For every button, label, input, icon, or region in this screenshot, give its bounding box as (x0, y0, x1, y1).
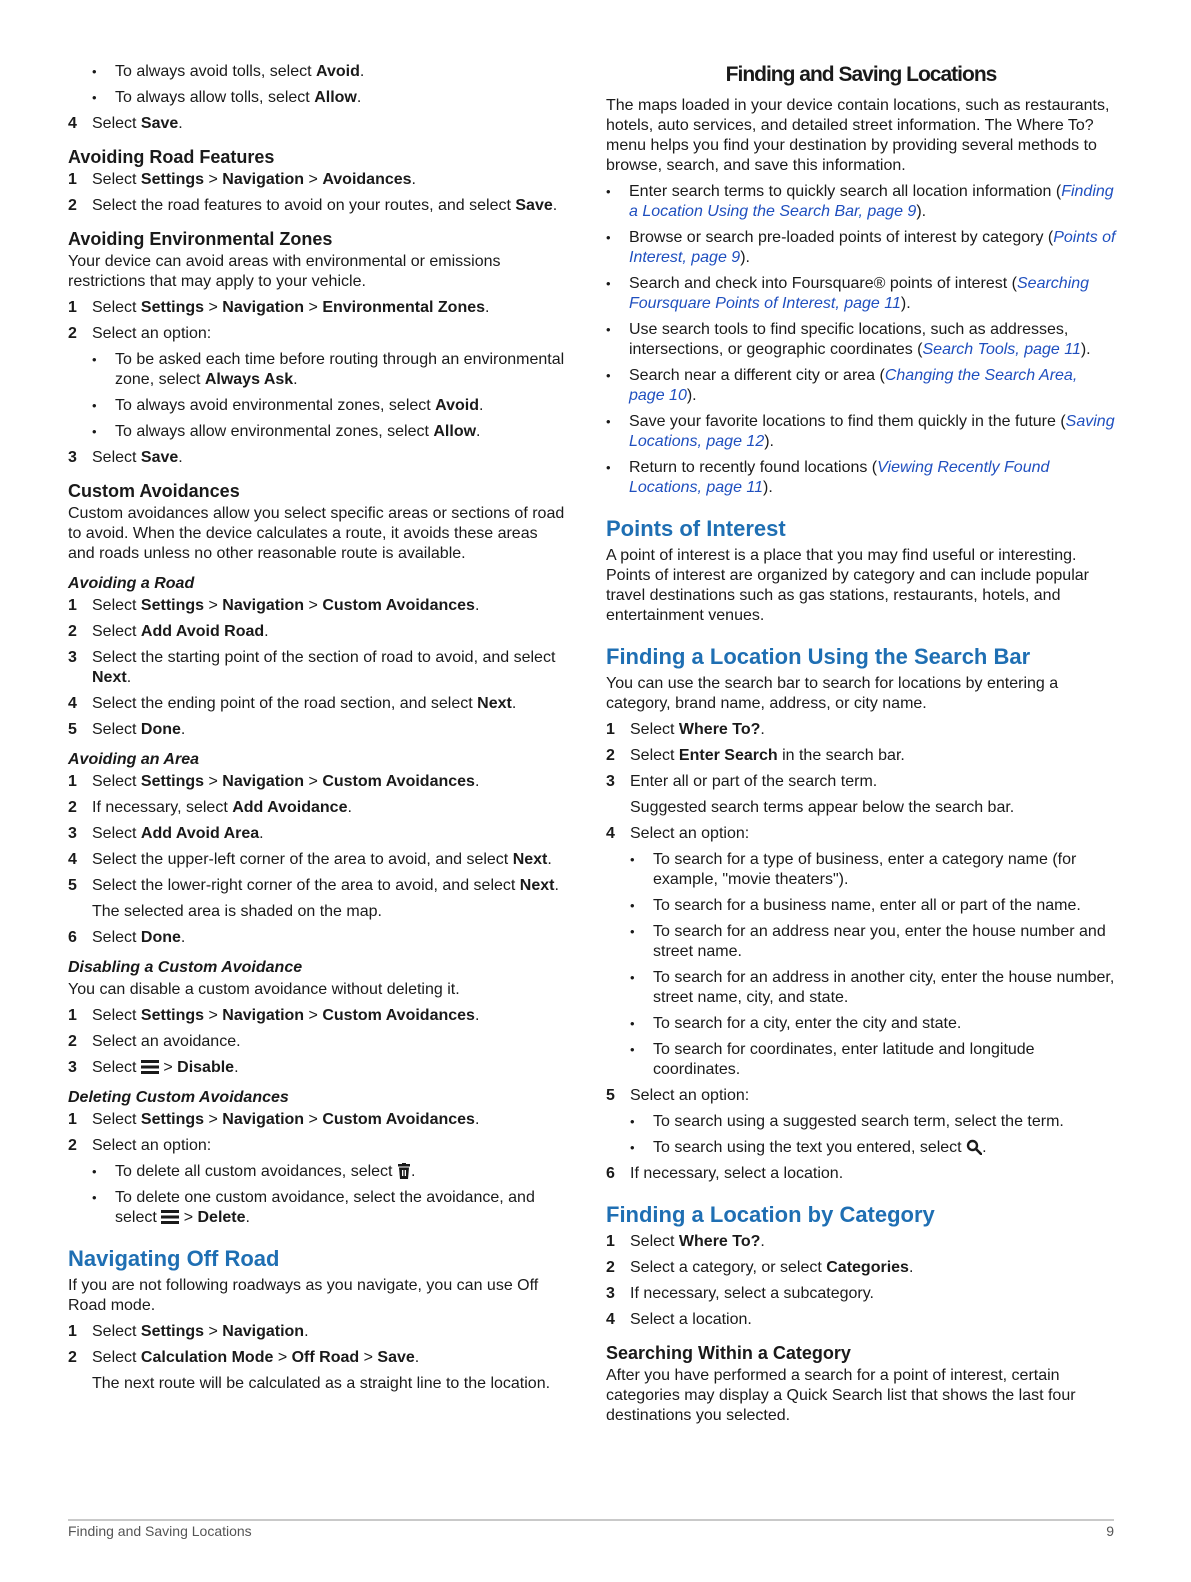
list-item: • To always allow environmental zones, select Allow. (92, 422, 568, 442)
list-item: • Enter search terms to quickly search all location information (Finding a Location Using the Search Bar, page 9). (606, 182, 1116, 222)
feature-list (606, 182, 1116, 498)
paragraph: You can use the search bar to search for locations by entering a category, brand name, address, or city name. (606, 675, 1059, 712)
menu-icon (141, 1060, 159, 1074)
list-item: • To delete one custom avoidance, select the avoidance, and select > Delete. (92, 1188, 568, 1228)
step: 2 Select an avoidance. (68, 1033, 241, 1050)
step: 1 Select Settings > Navigation > Custom Avoidances. (68, 597, 480, 614)
toll-options (68, 62, 568, 108)
cross-reference-link[interactable]: Searching Foursquare Points of Interest, page 11 (629, 275, 1090, 312)
footer-section-title: Finding and Saving Locations (68, 1523, 252, 1539)
step: 2 Select the road features to avoid on your routes, and select Save. (68, 197, 558, 214)
cross-reference-link[interactable]: Saving Locations, page 12 (629, 413, 1115, 450)
section-heading: Custom Avoidances (68, 481, 240, 501)
paragraph: Your device can avoid areas with environmental or emissions restrictions that may apply to your vehicle. (68, 253, 501, 290)
paragraph: The maps loaded in your device contain locations, such as restaurants, hotels, auto services, and detailed street information. The Where To? menu helps you find your destination by providing several methods to browse, search, and save this information. (606, 97, 1110, 174)
section-heading: Avoiding Road Features (68, 147, 275, 167)
list-item: • To be asked each time before routing through an environmental zone, select Always Ask. (92, 350, 568, 390)
step: 6 Select Done. (68, 929, 186, 946)
step: 5 Select an option: (606, 1087, 750, 1104)
major-heading: Finding a Location by Category (606, 1202, 935, 1227)
list-item: • To search for a business name, enter all or part of the name. (630, 896, 1116, 916)
paragraph: Custom avoidances allow you select specific areas or sections of road to avoid. When the device calculates a route, it avoids these areas and roads unless no other reasonable route is available. (68, 505, 565, 562)
bullet-list (68, 350, 568, 442)
step: 1 Select Settings > Navigation > Avoidances. (68, 171, 416, 188)
step-note: The selected area is shaded on the map. (92, 903, 382, 920)
menu-icon (161, 1210, 179, 1224)
section-heading: Searching Within a Category (606, 1343, 851, 1363)
list-item: • To search for an address near you, enter the house number and street name. (630, 922, 1116, 962)
step: 1 Select Where To?. (606, 721, 765, 738)
left-column (68, 62, 568, 1400)
bullet-list (68, 1162, 568, 1228)
paragraph: If you are not following roadways as you navigate, you can use Off Road mode. (68, 1277, 539, 1314)
list-item: • Save your favorite locations to find them quickly in the future (Saving Locations, page 12). (606, 412, 1116, 452)
step: 3 If necessary, select a subcategory. (606, 1285, 874, 1302)
search-icon (966, 1139, 982, 1155)
step: 5 Select the lower-right corner of the area to avoid, and select Next. The selected area is shaded on the map. (68, 876, 568, 922)
trash-icon (397, 1163, 411, 1179)
list-item: • To search for a type of business, enter a category name (for example, "movie theaters"). (630, 850, 1116, 890)
step: 2 Select a category, or select Categories. (606, 1259, 914, 1276)
section-heading: Avoiding Environmental Zones (68, 229, 333, 249)
subsection-heading: Avoiding an Area (68, 751, 199, 768)
step: 1 Select Settings > Navigation. (68, 1323, 309, 1340)
step-note: The next route will be calculated as a straight line to the location. (92, 1375, 551, 1392)
cross-reference-link[interactable]: Finding a Location Using the Search Bar, page 9 (629, 183, 1114, 220)
list-item: • To search for a city, enter the city and state. (630, 1014, 1116, 1034)
paragraph: A point of interest is a place that you may find useful or interesting. Points of interest are organized by category and can include popular travel destinations such as gas stations, restaurants, hotels, and entertainment venues. (606, 547, 1089, 624)
step: 4 Select Save. (68, 115, 183, 132)
cross-reference-link[interactable]: Search Tools, page 11 (922, 341, 1081, 358)
bullet-list (606, 850, 1116, 1080)
cross-reference-link[interactable]: Changing the Search Area, page 10 (629, 367, 1078, 404)
list-item: • To always avoid tolls, select Avoid. (92, 62, 568, 82)
step: 3 Enter all or part of the search term. Suggested search terms appear below the search bar. (606, 772, 1116, 818)
step: 1 Select Settings > Navigation > Custom Avoidances. (68, 1007, 480, 1024)
list-item: • Browse or search pre-loaded points of interest by category (Points of Interest, page 9). (606, 228, 1116, 268)
list-item: • To search using a suggested search term, select the term. (630, 1112, 1116, 1132)
subsection-heading: Avoiding a Road (68, 575, 195, 592)
step: 3 Select Add Avoid Area. (68, 825, 264, 842)
page-number: 9 (1106, 1523, 1114, 1539)
step: 5 Select Done. (68, 721, 186, 738)
step-note: Suggested search terms appear below the search bar. (630, 799, 1015, 816)
list-item: • To search for coordinates, enter latitude and longitude coordinates. (630, 1040, 1116, 1080)
paragraph: You can disable a custom avoidance without deleting it. (68, 981, 460, 998)
chapter-title: Finding and Saving Locations (725, 63, 997, 86)
step: 1 Select Settings > Navigation > Custom Avoidances. (68, 773, 480, 790)
subsection-heading: Disabling a Custom Avoidance (68, 959, 303, 976)
step: 6 If necessary, select a location. (606, 1165, 844, 1182)
step: 1 Select Where To?. (606, 1233, 765, 1250)
list-item: • To always allow tolls, select Allow. (92, 88, 568, 108)
list-item: • Return to recently found locations (Viewing Recently Found Locations, page 11). (606, 458, 1116, 498)
cross-reference-link[interactable]: Points of Interest, page 9 (629, 229, 1116, 266)
subsection-heading: Deleting Custom Avoidances (68, 1089, 289, 1106)
list-item: • Search near a different city or area (Changing the Search Area, page 10). (606, 366, 1116, 406)
list-item: • Search and check into Foursquare® points of interest (Searching Foursquare Points of Interest, page 11). (606, 274, 1116, 314)
step: 4 Select the ending point of the road section, and select Next. (68, 695, 517, 712)
step: 3 Select Save. (68, 449, 183, 466)
paragraph: After you have performed a search for a point of interest, certain categories may display a Quick Search list that shows the last four destinations you selected. (606, 1367, 1076, 1424)
major-heading: Points of Interest (606, 516, 786, 541)
major-heading: Finding a Location Using the Search Bar (606, 644, 1031, 669)
step: 3 Select > Disable. (68, 1059, 239, 1076)
right-column (606, 62, 1116, 1432)
step: 4 Select a location. (606, 1311, 752, 1328)
step: 2 Select an option: (68, 325, 212, 342)
step: 2 Select Enter Search in the search bar. (606, 747, 905, 764)
step: 4 Select an option: (606, 825, 750, 842)
step: 2 Select Add Avoid Road. (68, 623, 269, 640)
step: 3 Select the starting point of the section of road to avoid, and select Next. (68, 649, 556, 686)
list-item: • To delete all custom avoidances, select . (92, 1162, 568, 1182)
step: 2 Select Calculation Mode > Off Road > Save. The next route will be calculated as a straight line to the location. (68, 1348, 568, 1394)
step: 1 Select Settings > Navigation > Custom Avoidances. (68, 1111, 480, 1128)
step: 2 Select an option: (68, 1137, 212, 1154)
step: 2 If necessary, select Add Avoidance. (68, 799, 352, 816)
bullet-list (606, 1112, 1116, 1158)
list-item: • Use search tools to find specific locations, such as addresses, intersections, or geographic coordinates (Search Tools, page 11). (606, 320, 1116, 360)
list-item: • To search for an address in another city, enter the house number, street name, city, and state. (630, 968, 1116, 1008)
step: 4 Select the upper-left corner of the area to avoid, and select Next. (68, 851, 552, 868)
list-item: • To always avoid environmental zones, select Avoid. (92, 396, 568, 416)
step: 1 Select Settings > Navigation > Environmental Zones. (68, 299, 490, 316)
cross-reference-link[interactable]: Viewing Recently Found Locations, page 11 (629, 459, 1050, 496)
list-item: • To search using the text you entered, select . (630, 1138, 1116, 1158)
major-heading: Navigating Off Road (68, 1246, 280, 1271)
